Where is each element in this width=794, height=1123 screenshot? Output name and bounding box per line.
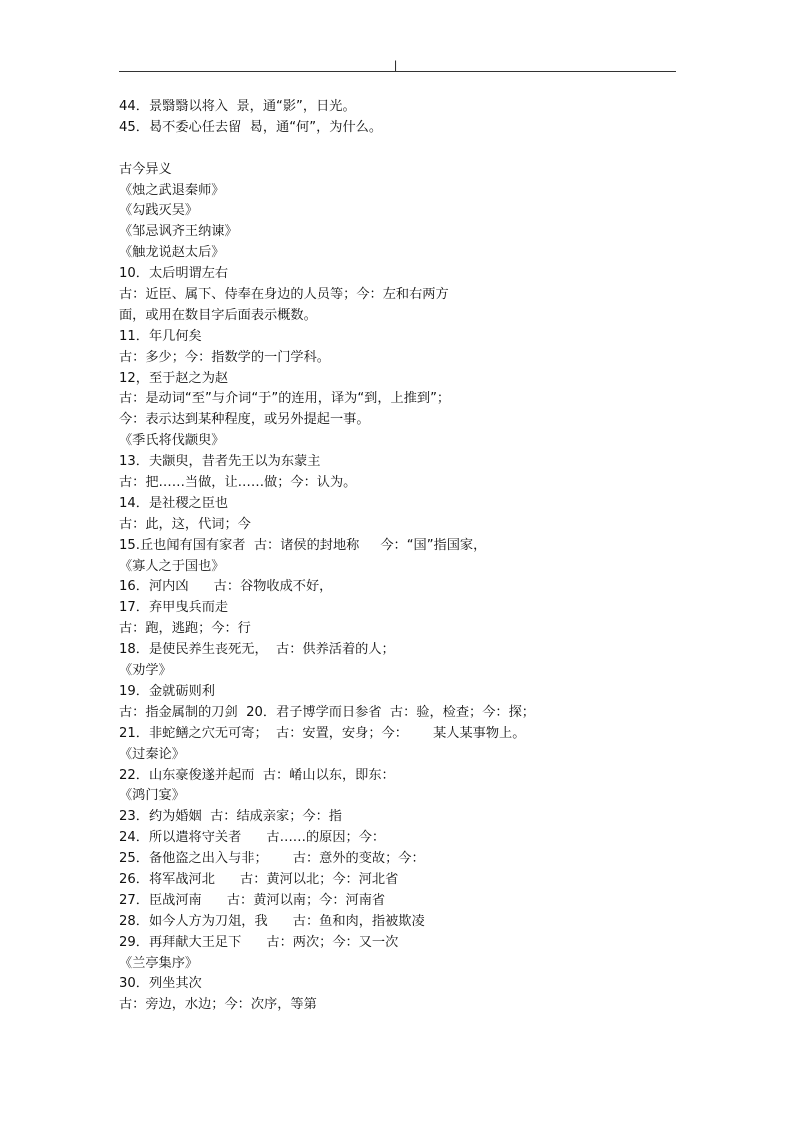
text-line: 12，至于赵之为赵 xyxy=(119,370,229,386)
text-line: 45．曷不委心任去留 曷，通“何”，为什么。 xyxy=(119,119,383,135)
text-line: 18．是使民养生丧死无， 古：供养活着的人； xyxy=(119,642,395,658)
header-rule xyxy=(119,71,676,72)
text-line: 古：旁边，水边；今：次序，等第 xyxy=(119,997,317,1013)
text-title: 《季氏将伐颛臾》 xyxy=(119,433,225,449)
text-line: 13．夫颛臾，昔者先王以为东蒙主 xyxy=(119,454,321,470)
text-line: 15.丘也闻有国有家者 古：诸侯的封地称 今：“国”指国家， xyxy=(119,537,487,553)
text-line: 今：表示达到某种程度，或另外提起一事。 xyxy=(119,412,370,428)
text-title: 《烛之武退秦师》 xyxy=(119,182,225,198)
text-line: 古：多少；今：指数学的一门学科。 xyxy=(119,349,330,365)
text-title: 《劝学》 xyxy=(119,663,172,679)
text-line: 28．如今人方为刀俎，我 古：鱼和肉，指被欺凌 xyxy=(119,913,425,929)
text-title: 《过秦论》 xyxy=(119,746,185,762)
text-line: 22．山东豪俊遂并起而 古：崤山以东，即东： xyxy=(119,767,395,783)
text-line: 11．年几何矣 xyxy=(119,328,202,344)
text-line: 23．约为婚姻 古：结成亲家；今：指 xyxy=(119,809,342,825)
text-line: 21．非蛇鳝之穴无可寄； 古：安置，安身；今： 某人某事物上。 xyxy=(119,725,526,741)
text-line: 古：指金属制的刀剑 20．君子博学而日参省 古：验，检查；今：探； xyxy=(119,704,535,720)
text-line: 19．金就砺则利 xyxy=(119,683,215,699)
section-heading: 古今异义 xyxy=(119,161,172,177)
text-title: 《触龙说赵太后》 xyxy=(119,245,225,261)
text-line: 古：把……当做，让……做；今：认为。 xyxy=(119,475,357,491)
text-title: 《勾践灭吴》 xyxy=(119,203,199,219)
text-line: 14．是社稷之臣也 xyxy=(119,495,229,511)
text-line: 27．臣战河南 古：黄河以南；今：河南省 xyxy=(119,892,386,908)
text-line: 面，或用在数目字后面表示概数。 xyxy=(119,307,317,323)
text-line: 30．列坐其次 xyxy=(119,976,202,992)
header-mark: | xyxy=(394,58,398,72)
text-line: 29．再拜献大王足下 古：两次；今：又一次 xyxy=(119,934,399,950)
text-title: 《兰亭集序》 xyxy=(119,955,199,971)
document-body xyxy=(119,97,679,1016)
text-line: 10．太后明谓左右 xyxy=(119,266,229,282)
text-line: 古：跑，逃跑；今：行 xyxy=(119,621,251,637)
blank-line xyxy=(119,139,679,160)
text-title: 《邹忌讽齐王纳谏》 xyxy=(119,224,238,240)
text-title: 《鸿门宴》 xyxy=(119,788,185,804)
text-title: 《寡人之于国也》 xyxy=(119,558,225,574)
text-line: 古：近臣、属下、侍奉在身边的人员等；今：左和右两方 xyxy=(119,287,449,303)
text-line: 16．河内凶 古：谷物收成不好， xyxy=(119,579,333,595)
text-line: 25．备他盗之出入与非； 古：意外的变故；今： xyxy=(119,851,425,867)
text-line: 24．所以遣将守关者 古……的原因；今： xyxy=(119,830,386,846)
text-line: 44．景翳翳以将入 景，通“影”，日光。 xyxy=(119,99,356,114)
text-line: 17．弃甲曳兵而走 xyxy=(119,600,229,616)
text-line: 古：是动词“至”与介词“于”的连用，译为“到，上推到”； xyxy=(119,391,451,407)
text-line: 26．将军战河北 古：黄河以北；今：河北省 xyxy=(119,871,399,887)
text-line: 古：此，这，代词；今 xyxy=(119,516,251,532)
